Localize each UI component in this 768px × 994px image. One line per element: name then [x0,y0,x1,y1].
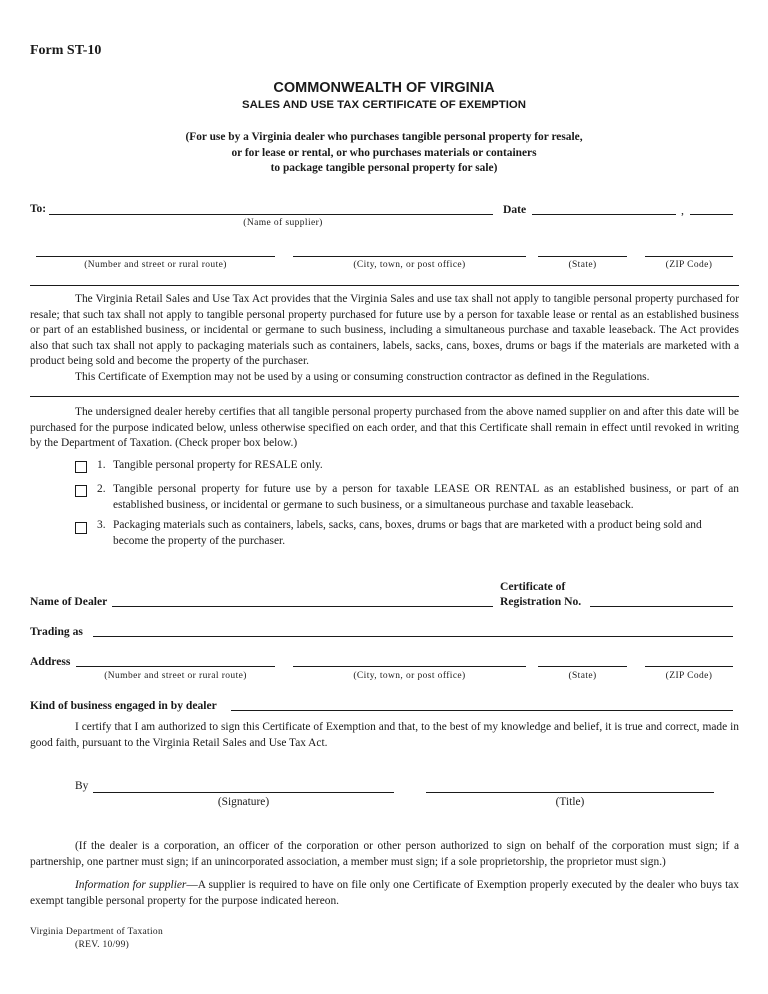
zip-caption: (ZIP Code) [665,671,713,681]
signing-note-text [30,839,739,870]
trading-as-field[interactable] [93,636,733,637]
usage-note-line: or for lease or rental, or who purchases materials or containers [231,146,537,159]
dealer-state-field[interactable] [538,666,627,667]
street-caption: (Number and street or rural route) [104,671,247,681]
title-caption: (Title) [555,796,585,808]
registration-number-field[interactable] [590,606,733,607]
dealer-name-label: Name of Dealer [30,595,108,608]
dealer-zip-field[interactable] [645,666,733,667]
signature-caption: (Signature) [217,796,270,808]
option-number: 3. [97,519,106,531]
usage-note-line: (For use by a Virginia dealer who purchases tangible personal property for resale, [185,131,583,143]
usage-note [0,130,768,177]
dealer-name-field[interactable] [112,606,493,607]
city-caption: (City, town, or post office) [353,671,466,681]
supplier-zip-field[interactable] [645,256,733,257]
contractor-note: This Certificate of Exemption may not be used by a using or consuming construction contractor as defined in the Regulations. [75,370,650,383]
business-kind-field[interactable] [231,710,733,711]
lease-rental-checkbox[interactable] [75,485,87,497]
supplier-name-field[interactable] [49,214,493,215]
state-caption: (State) [568,260,597,270]
footer-department: Virginia Department of Taxation [30,927,164,937]
certification-paragraph: The undersigned dealer hereby certifies that all tangible personal property purchased from the above named supplier on and after this date will be purchased for the purpose indicated below, unless otherwise specified on each order, and that this Certificate shall remain in effect until revoked in writing by the Department of Taxation. (Check proper box below.) [30,406,739,450]
option-text: Tangible personal property for future use by a person for taxable LEASE OR RENTAL as an established business, or part of an established business, or incidental or germane to such business, or a simultaneous purchase and taxable leaseback. [113,483,739,511]
date-label: Date [503,203,527,216]
supplier-city-field[interactable] [293,256,526,257]
page-title: COMMONWEALTH OF VIRGINIA [273,80,495,96]
state-caption: (State) [568,671,597,681]
statute-text [30,292,739,386]
title-field[interactable] [426,792,714,793]
divider [30,396,739,397]
form-id: Form ST-10 [30,43,102,58]
by-label: By [75,780,89,792]
option-text: Tangible personal property for RESALE only. [113,459,323,471]
supplier-street-field[interactable] [36,256,275,257]
packaging-checkbox[interactable] [75,522,87,534]
street-caption: (Number and street or rural route) [84,260,227,270]
date-comma: , [681,203,684,217]
supplier-state-field[interactable] [538,256,627,257]
supplier-info-lead: Information for supplier [75,879,187,891]
date-year-field[interactable] [690,214,733,215]
registration-label: Registration No. [500,595,582,608]
option-number: 2. [97,483,106,495]
attestation-paragraph: I certify that I am authorized to sign this Certificate of Exemption and that, to the best of my knowledge and belief, it is true and correct, made in good faith, pursuant to the Virginia Retail Sales and Use Tax Act. [30,721,739,749]
divider [30,285,739,286]
dealer-city-field[interactable] [293,666,526,667]
date-field[interactable] [532,214,676,215]
signing-note: (If the dealer is a corporation, an officer of the corporation or other person authorized to sign on behalf of the corporation must sign; if a partnership, one partner must sign; if an unincorporated association, a member must sign; if a sole proprietorship, the proprietor must sign.) [30,840,739,868]
attestation-text [30,720,739,751]
supplier-caption: (Name of supplier) [243,218,323,228]
trading-as-label: Trading as [30,625,83,638]
business-kind-label: Kind of business engaged in by dealer [30,699,217,712]
zip-caption: (ZIP Code) [665,260,713,270]
page-subtitle: SALES AND USE TAX CERTIFICATE OF EXEMPTION [242,99,526,111]
supplier-info-text [30,878,739,909]
supplier-info-body: —A supplier is required to have on file only one Certificate of Exemption properly executed by the dealer who buys tax exempt tangible personal property for the purpose indicated hereon. [30,879,739,907]
supplier-info [30,878,739,909]
resale-checkbox[interactable] [75,461,87,473]
option-number: 1. [97,459,106,471]
signature-field[interactable] [93,792,394,793]
usage-note-line: to package tangible personal property for sale) [270,162,498,174]
statute-paragraph: The Virginia Retail Sales and Use Tax Act provides that the Virginia Sales and use tax shall not apply to tangible personal property purchased for resale; that such tax shall not apply to tangible personal property purchased for future use by a person for taxable lease or rental as an established business or part of an established business, or incidental or germane to such business, including a simultaneous purchase and taxable leaseback. The Act provides also that such tax shall not apply to packaging materials such as containers, labels, sacks, cans, boxes, drums or bags if the materials are marketed with a product being sold and become the property of the purchaser. [30,293,739,368]
address-label: Address [30,655,71,668]
option-text: Packaging materials such as containers, labels, sacks, cans, boxes, drums or bags that are marketed with a product being sold and become the property of the purchaser. [113,519,702,547]
cert-label: Certificate of [500,580,566,593]
certification-text [30,405,739,452]
dealer-street-field[interactable] [76,666,275,667]
to-label: To: [30,203,47,215]
footer-revision: (REV. 10/99) [75,940,130,950]
city-caption: (City, town, or post office) [353,260,466,270]
